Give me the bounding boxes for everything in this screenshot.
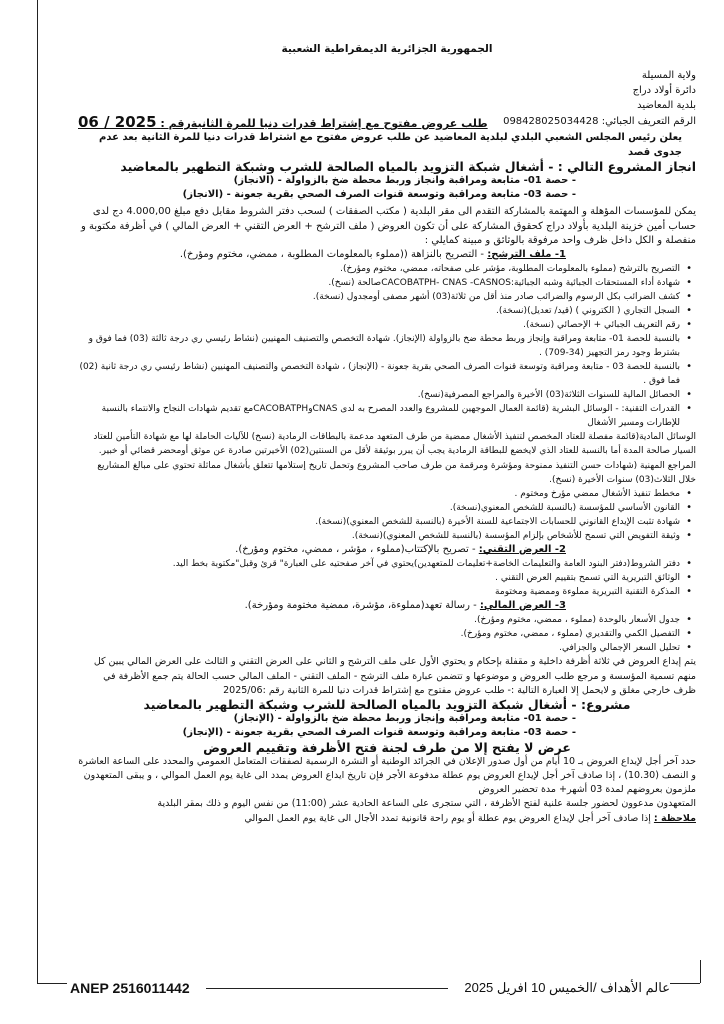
frame-border-left (37, 0, 38, 983)
section-1-title: 1- ملف الترشح: (487, 249, 566, 261)
note-label: ملاحظة : (653, 812, 696, 824)
list-item: • شهادة تثبت الإيداع القانوني للحسابات الاجتماعية للسنة الأخيرة (بالنسبة للشخص المعنوي)(نسخة). (78, 515, 680, 529)
list-item: • بالنسبة للحصة 03 - متابعة ومراقبة وتوسعة قنوات الصرف الصحي بقرية جعونة - (الإنجاز) ، شهادة التخصص والتصنيف المهنيين (نشاط رئيسي ري درجة ثانية (02) فما فوق . (78, 360, 680, 388)
section-2-subtitle: - تصريح بالإكتتاب(مملوء ، مؤشر ، ممضي، مختوم ومؤرخ). (235, 544, 479, 556)
opening-notice: عرض لا يفتح إلا من طرف لجنة فتح الأظرفة وتقييم العروض (203, 739, 571, 755)
list-item: • السجل التجاري ( الكتروني ) (قيد/ تعديل)(نسخة). (78, 304, 680, 318)
list-item: • دفتر الشروط(دفتر البنود العامة والتعليمات الخاصة+تعليمات للمتعهدين)يحتوي في آخر صفحتيه على العبارة" قرئ وقبل"مكتوبة بخط اليد. (78, 557, 680, 571)
technical-heading (78, 543, 696, 557)
notice-title-text: طلب عروض مفتوح مع إشتراط قدرات دنيا للمرة الثانيةرقم : (160, 117, 488, 131)
section-2-title: 2- العرض التقني: (478, 544, 566, 556)
notice-title (78, 115, 488, 131)
section-3-subtitle: - رسالة تعهد(مملوءة، مؤشرة، ممضية مختومة ومؤرخة). (244, 600, 480, 612)
list-item: • القدرات التقنية: - الوسائل البشرية (قائمة العمال الموجهين للمشروع والعدد المصرح به لدى CNASوCACOBATPHمع تقديم شهادات النجاح والانتماء بالنسبة للإطارات ومسير الأشغال (78, 402, 680, 430)
section-3-title: 3- العرض المالي: (479, 600, 566, 612)
note-text: إذا صادف آخر أجل لإيداع العروض يوم عطلة أو يوم راحة قانونية تمدد الأجال الى غاية يوم العمل الموالي (244, 812, 654, 824)
list-item: • رقم التعريف الجبائي + الإحصائي (نسخة). (78, 318, 680, 332)
frame-border-right (700, 960, 701, 983)
nif-label: الرقم التعريف الجبائي: (601, 116, 696, 128)
list-item: • شهادة أداء المستحقات الجبائية وشبه الجبائية:CACOBATPH- CNAS -CASNOSصالحة (نسخ). (78, 276, 680, 290)
frame-border-bottom-right (670, 983, 700, 984)
list-item: • المذكرة التقنية التبريرية مملوءة وممضية ومختومة (78, 585, 680, 599)
candidature-list-2 (78, 487, 696, 543)
note (78, 812, 696, 826)
section-1-subtitle: - التصريح بالنزاهة ((مملوء بالمعلومات المطلوبة ، ممضي، مختوم ومؤرخ). (179, 249, 488, 261)
nif (503, 115, 696, 131)
daira: دائرة أولاد دراج (632, 85, 696, 97)
list-item: • جدول الأسعار بالوحدة (مملوء ، ممضي، مختوم ومؤرخ). (78, 613, 680, 627)
intro-line-1: يعلن رئيس المجلس الشعبي البلدي لبلدية المعاضيد عن طلب عروض مفتوح مع اشتراط قدرات دنيا للمرة الثانية بعد عدم جدوى قصد (99, 132, 682, 158)
deposit-project: مشروع: - أشغال شبكة التزويد بالمياه الصالحة للشرب وشبكة التطهير بالمعاضيد (143, 697, 631, 713)
deposit-paragraph: يتم إيداع العروض في ثلاثة أظرفة داخلية و مقفلة بإحكام و يحتوي الأول على ملف الترشح و الثاني على العرض التقني و الثالث على العرض المالي يبين كل منهم تسمية المؤسسة و مرجع طلب العروض و موضوعها و تتضمن عبارة ملف الترشح - الملف التقني - الملف المالي حسب الحالة يتم جمع الأظرفة في ظرف خارجي مغلق و لايحمل إلا العبارة التالية :- طلب عروض مفتوح مع إشتراط قدرات دنيا للمرة الثانية رقم :2025/06 (93, 656, 696, 696)
notice-number: 06 / 2025 (78, 113, 157, 132)
professional-references: المراجع المهنية (شهادات حسن التنفيذ ممنوحة ومؤشرة ومرقمة من طرف صاحب المشروع وتحمل تاريخ إستلامها تتعلق بأشغال مماثلة تحتوي على مبالغ المشاريع خلال الثلاث(03) سنوات الأخيرة (نسخ). (97, 460, 696, 485)
list-item: • الوثائق التبريرية التي تسمح بتقييم العرض التقني . (78, 571, 680, 585)
opening-session: المتعهدون مدعوون لحضور جلسة علنية لفتح الأظرفة ، التي ستجرى على الساعة الحادية عشر (11:00) من نفس اليوم و ذلك بمقر البلدية (157, 798, 696, 810)
frame-border-bottom-left (37, 983, 67, 984)
technical-list (78, 557, 696, 599)
list-item: • كشف الضرائب بكل الرسوم والضرائب صادر منذ أقل من ثلاثة(03) أشهر مصفى أومجدول (نسخة). (78, 290, 680, 304)
candidature-heading (78, 248, 696, 262)
reference-line (78, 115, 696, 131)
tender-notice (78, 42, 696, 826)
publication-date: عالم الأهداف /الخميس 10 افريل 2025 (464, 980, 670, 995)
republic-heading: الجمهورية الجزائرية الديمقراطية الشعبية (281, 43, 493, 55)
footer-divider (206, 988, 449, 989)
deposit-lot-1: - حصة 01- متابعة ومراقبة وإنجاز وربط محطة ضخ بالزواولة - (الإنجاز) (233, 713, 576, 725)
financial-heading (78, 599, 696, 613)
list-item: • الحصائل المالية للسنوات الثلاثة(03) الأخيرة والمراجع المصرفية(نسخ). (78, 388, 680, 402)
financial-list (78, 613, 696, 655)
intro-lot-3: - حصة 03- متابعة ومراقبة وتوسعة قنوات الصرف الصحي بقرية جعونة - (الانجاز) (182, 189, 576, 201)
footer (70, 978, 670, 998)
candidature-list (78, 262, 696, 430)
list-item: • بالنسبة للحصة 01- متابعة ومراقبة وإنجاز وربط محطة ضخ بالزواولة (الإنجاز). شهادة التخصص والتصنيف المهنيين (نشاط رئيسي ري درجة ثالثة (03) فما فوق و بشترط وجود رمز التجهيز (34-709) . (78, 332, 680, 360)
intro-line-2: انجاز المشروع التالي : - أشغال شبكة التزويد بالمياه الصالحة للشرب وشبكة التطهير بالمعاضيد (120, 158, 696, 174)
list-item: • تحليل السعر الإجمالي والجزافي. (78, 641, 680, 655)
deposit-lot-3: - حصة 03- متابعة ومراقبة وتوسعة قنوات الصرف الصحي بقرية جعونة - (الإنجاز) (182, 727, 576, 739)
list-item: • التفصيل الكمي والتقديري (مملوء ، ممضي، مختوم ومؤرخ). (78, 627, 680, 641)
wilaya: ولاية المسيلة (641, 70, 696, 82)
list-item: • وثيقة التفويض التي تسمح للأشخاص بإلزام المؤسسة (بالنسبة للشخص المعنوي)(نسخة). (78, 529, 680, 543)
deadline-paragraph: حدد آخر أجل لإيداع العروض بـ 10 أيام من أول صدور الإعلان في الجرائد الوطنية أو النشرة الرسمية لصفقات المتعامل العمومي والمحدد على الساعة العاشرة و النصف (10.30) ، إذا صادف آخر أجل لإيداع العروض يوم عطلة مدفوعة الأجر فإن تاريخ ايداع العروض يمدد الى غاية يوم العمل الموالي ، و يبقى المتعهدون ملزمون بعروضهم لمدة 03 أشهر+ مدة تحضير العروض (78, 755, 696, 796)
intro-paragraph: يمكن للمؤسسات المؤهلة و المهتمة بالمشاركة التقدم الى مقر البلدية ( مكتب الصفقات ) لسحب دفتر الشروط مقابل دفع مبلغ 4.000,00 دج لدى حساب أمين خزينة البلدية بأولاد دراج كحقوق المشاركة على أن تكون العروض ( ملف الترشح + العرض التقني + العرض المالي ) في أظرفة مكتوبة و منفصلة و الكل داخل ظرف واحد مرفوقة بالوثائق و مبينة كمايلي : (80, 206, 696, 246)
nif-value: 098428025034428 (503, 116, 599, 128)
list-item: • القانون الأساسي للمؤسسة (بالنسبة للشخص المعنوي(نسخة). (78, 501, 680, 515)
list-item: • التصريح بالترشح (مملوء بالمعلومات المطلوبة، مؤشر على صفحاته، ممضي، مختوم ومؤرخ). (78, 262, 680, 276)
commune: بلدية المعاضيد (637, 100, 696, 112)
list-item: • مخطط تنفيذ الأشغال ممضي مؤرخ ومختوم . (78, 487, 680, 501)
anep-number: ANEP 2516011442 (70, 980, 190, 996)
material-means: الوسائل المادية(قائمة مفصلة للعتاد المخصص لتنفيذ الأشغال ممضية من طرف المتعهد مدعمة بالبطاقات الرمادية (نسخ) للآليات الحاملة لها مع شهادة التأمين للعتاد السيار صالحة المدة أما بالنسبة للعتاد الذي لايخضع للبطاقة الرمادية يجب أن يبرر بوثيقة لأقل من السنتين(02) الأخيرتين صادرة عن موثق أومحضر قضائي أو خبير. (93, 432, 696, 457)
intro-lot-1: - حصة 01- متابعة ومراقبة وانجاز وربط محطة ضخ بالزواولة - (الانجاز) (233, 175, 576, 187)
administration-block (78, 68, 696, 113)
